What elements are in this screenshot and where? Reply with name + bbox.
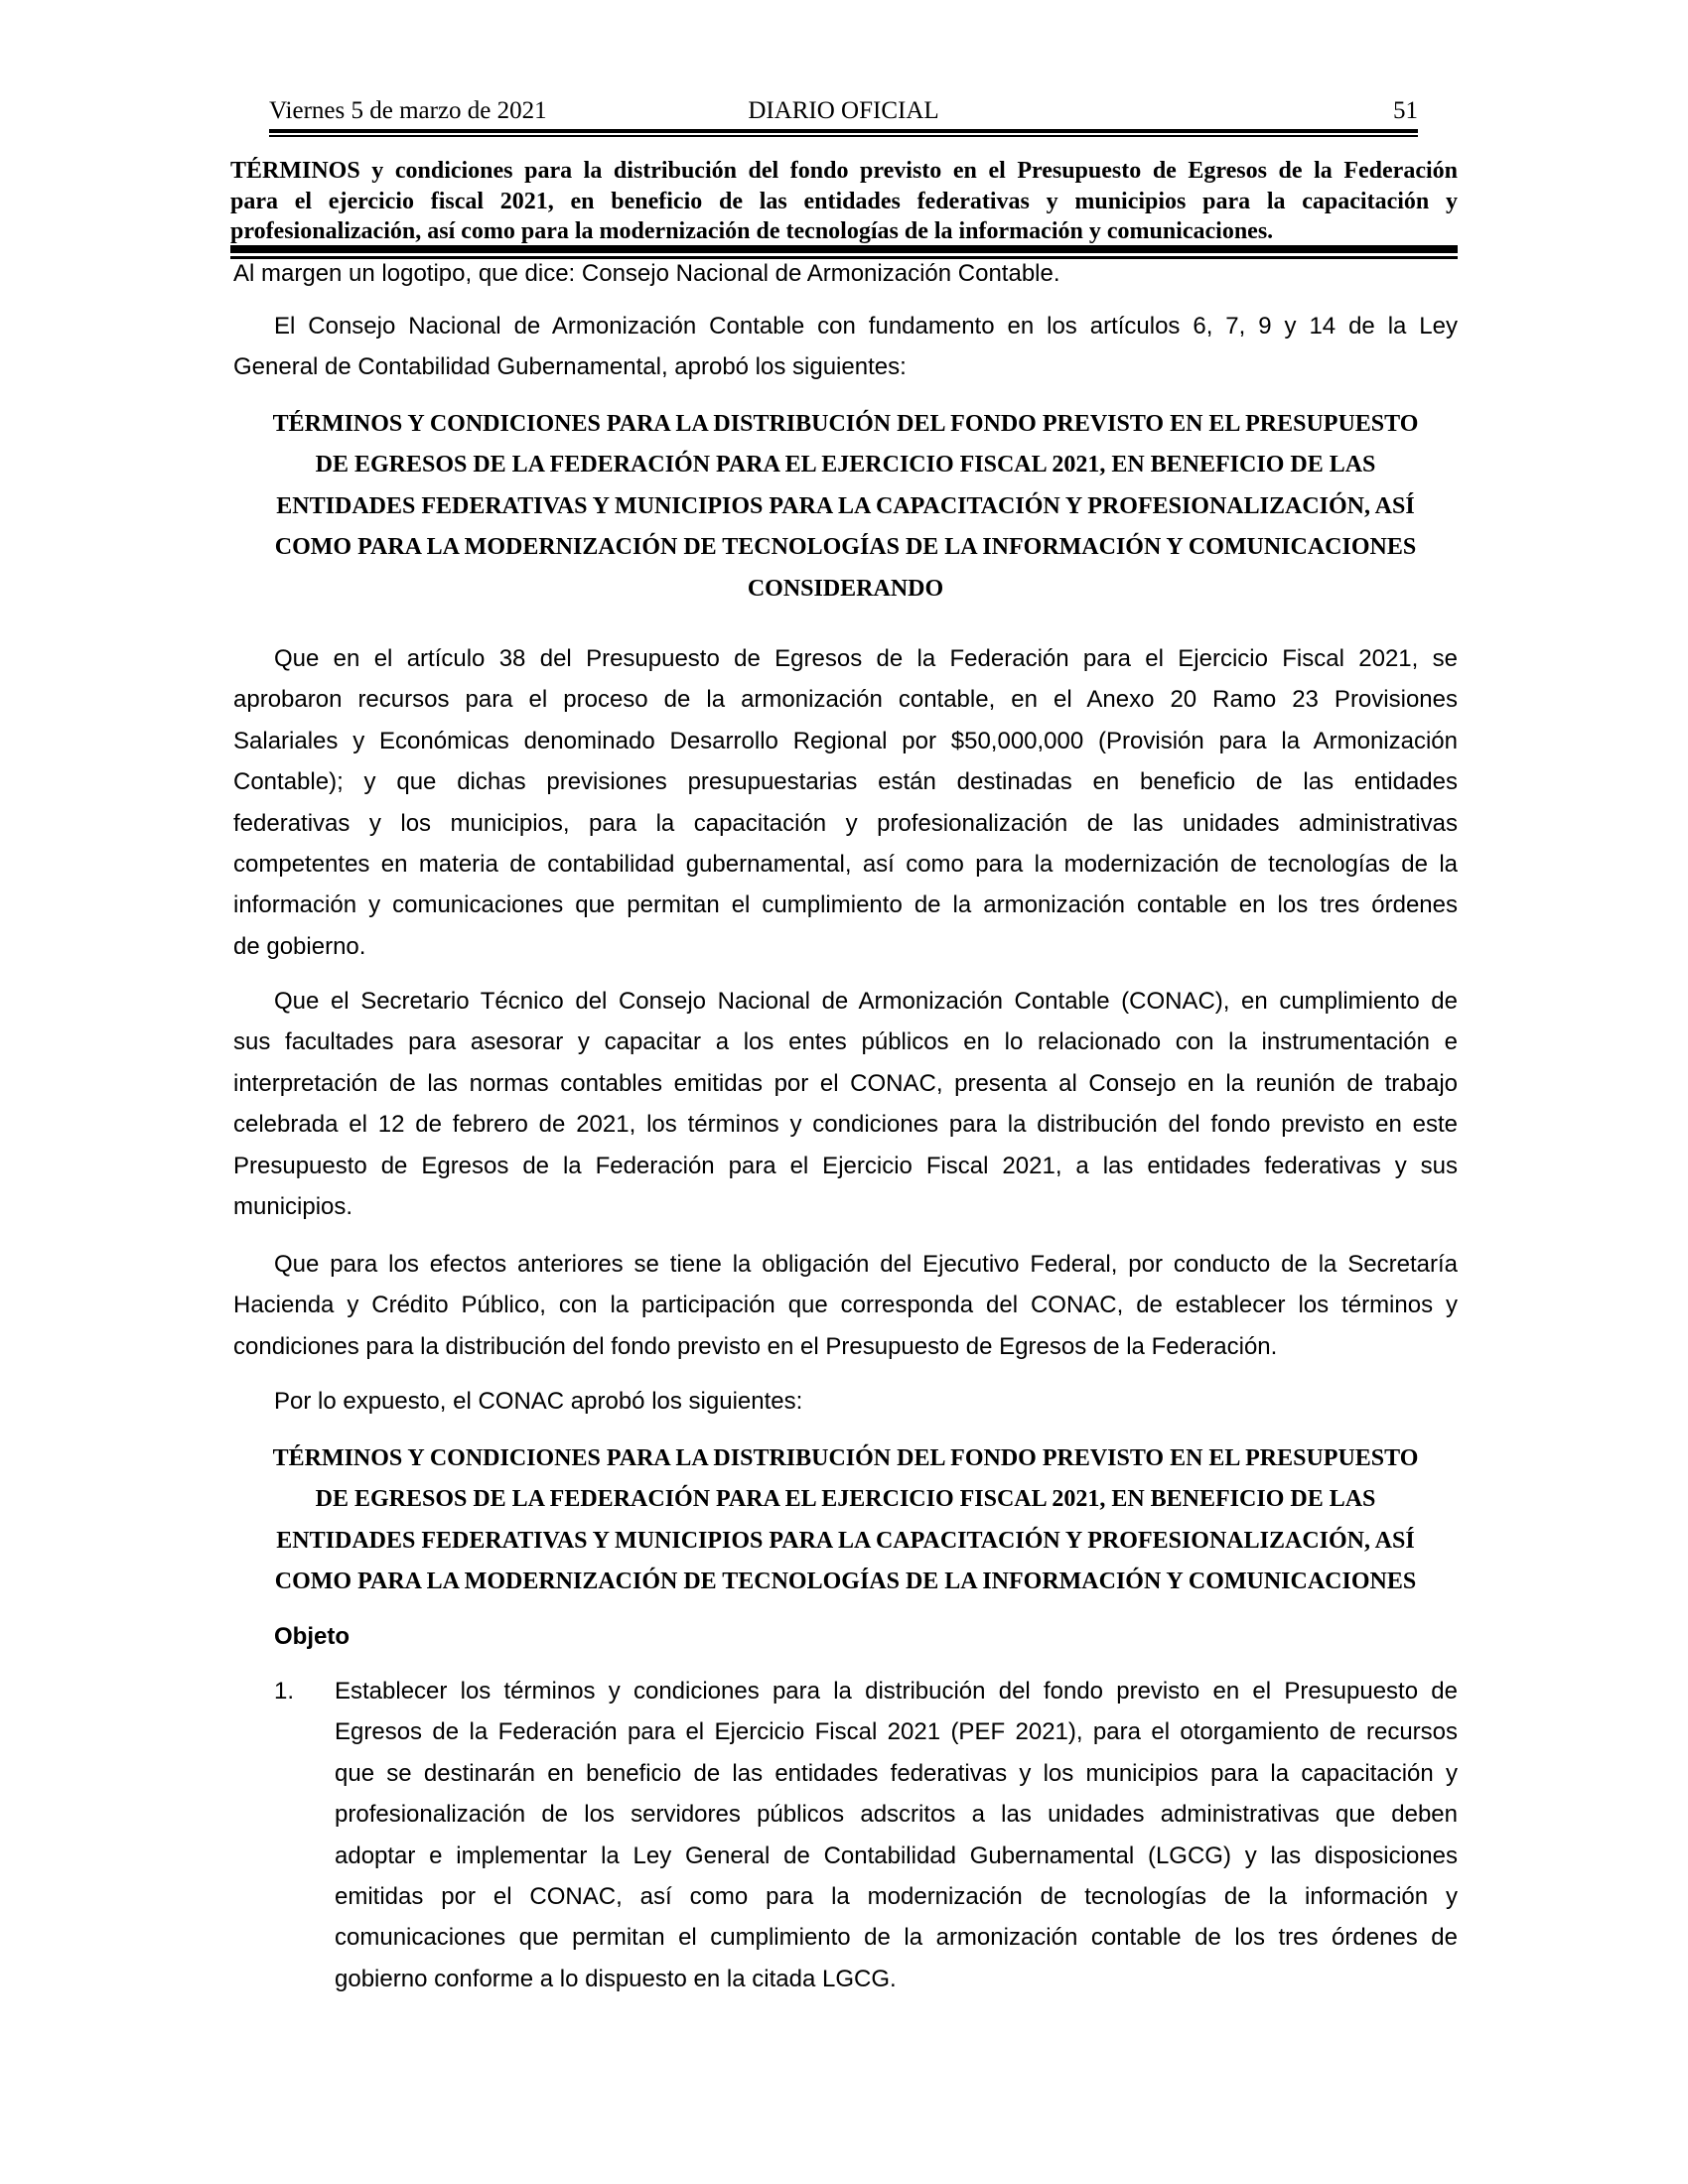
paragraph-secretario-tecnico (233, 981, 1458, 1227)
paragraph-line: Que en el artículo 38 del Presupuesto de Egresos de la Federación para el Ejercicio Fiscal 2021, se (274, 645, 1458, 672)
paragraph-line: federativas y los municipios, para la capacitación y profesionalización de las unidades administrativas (233, 809, 1458, 837)
paragraph-line: municipios. (233, 1193, 353, 1221)
paragraph-line: Por lo expuesto, el CONAC aprobó los siguientes: (274, 1388, 803, 1415)
paragraph-por-lo-expuesto (233, 1381, 1458, 1422)
heading-line: TÉRMINOS Y CONDICIONES PARA LA DISTRIBUCIÓN DEL FONDO PREVISTO EN EL PRESUPUESTO (272, 1445, 1419, 1471)
list-item-line: Egresos de la Federación para el Ejercicio Fiscal 2021 (PEF 2021), para el otorgamiento de recursos (335, 1718, 1458, 1746)
paragraph-line: competentes en materia de contabilidad gubernamental, así como para la modernización de tecnologías de la (233, 851, 1458, 879)
list-item-number: 1. (274, 1678, 295, 1705)
heading-line: DE EGRESOS DE LA FEDERACIÓN PARA EL EJERCICIO FISCAL 2021, EN BENEFICIO DE LAS (315, 1486, 1376, 1513)
paragraph-efectos-anteriores (233, 1244, 1458, 1367)
paragraph-line: aprobaron recursos para el proceso de la armonización contable, en el Anexo 20 Ramo 23 Provisiones (233, 686, 1458, 714)
list-item-line: profesionalización de los servidores públicos adscritos a las unidades administrativas que deben (335, 1801, 1458, 1829)
paragraph-line: Que para los efectos anteriores se tiene la obligación del Ejecutivo Federal, por conducto de la Secretaría (274, 1251, 1458, 1278)
paragraph-articulo-38 (233, 638, 1458, 967)
paragraph-line: Que el Secretario Técnico del Consejo Nacional de Armonización Contable (CONAC), en cumplimiento de (274, 988, 1458, 1015)
subheading-objeto: Objeto (274, 1623, 350, 1650)
heading-line: ENTIDADES FEDERATIVAS Y MUNICIPIOS PARA LA CAPACITACIÓN Y PROFESIONALIZACIÓN, ASÍ (276, 1527, 1415, 1554)
list-item-line: Establecer los términos y condiciones para la distribución del fondo previsto en el Presupuesto de (335, 1678, 1458, 1705)
header-rule-thin (269, 135, 1418, 137)
list-item-line: gobierno conforme a lo dispuesto en la citada LGCG. (335, 1965, 897, 1992)
heading-line: ENTIDADES FEDERATIVAS Y MUNICIPIOS PARA LA CAPACITACIÓN Y PROFESIONALIZACIÓN, ASÍ (276, 492, 1415, 519)
section-heading-terminos-2 (233, 1438, 1458, 1603)
header-rule-thick (269, 129, 1418, 133)
heading-line: TÉRMINOS Y CONDICIONES PARA LA DISTRIBUCIÓN DEL FONDO PREVISTO EN EL PRESUPUESTO (272, 411, 1419, 437)
paragraph-line: Hacienda y Crédito Público, con la participación que corresponda del CONAC, de establecer los términos y (233, 1292, 1458, 1319)
title-rule-thick (230, 245, 1458, 253)
paragraph-line: Contable); y que dichas previsiones presupuestarias están destinadas en beneficio de las entidades (233, 768, 1458, 796)
running-header (269, 95, 1418, 127)
list-item-line: emitidas por el CONAC, así como para la modernización de tecnologías de la información y (335, 1883, 1458, 1911)
heading-line: DE EGRESOS DE LA FEDERACIÓN PARA EL EJERCICIO FISCAL 2021, EN BENEFICIO DE LAS (315, 452, 1376, 478)
paragraph-line: condiciones para la distribución del fondo previsto en el Presupuesto de Egresos de la Federación. (233, 1332, 1278, 1360)
document-title (230, 156, 1458, 247)
paragraph-line: El Consejo Nacional de Armonización Contable con fundamento en los artículos 6, 7, 9 y 14 de la Ley (274, 313, 1458, 340)
paragraph-line: información y comunicaciones que permitan el cumplimiento de la armonización contable en los tres órdenes (233, 891, 1458, 919)
paragraph-line: interpretación de las normas contables emitidas por el CONAC, presenta al Consejo en la reunión de trabajo (233, 1069, 1458, 1097)
title-line: TÉRMINOS y condiciones para la distribución del fondo previsto en el Presupuesto de Egresos de la Federación (230, 158, 1458, 184)
header-publication: DIARIO OFICIAL (748, 97, 939, 124)
paragraph-line: sus facultades para asesorar y capacitar a los entes públicos en lo relacionado con la instrumentación e (233, 1028, 1458, 1056)
header-page-number: 51 (1393, 97, 1418, 124)
title-line: para el ejercicio fiscal 2021, en beneficio de las entidades federativas y municipios para la capacitación y (230, 188, 1458, 214)
paragraph-line: Salariales y Económicas denominado Desarrollo Regional por $50,000,000 (Provisión para la Armonización (233, 727, 1458, 754)
title-line: profesionalización, así como para la modernización de tecnologías de la información y comunicaciones. (230, 218, 1274, 244)
heading-considerando: CONSIDERANDO (747, 576, 944, 602)
list-item-line: adoptar e implementar la Ley General de Contabilidad Gubernamental (LGCG) y las disposiciones (335, 1842, 1458, 1869)
paragraph-line: Presupuesto de Egresos de la Federación para el Ejercicio Fiscal 2021, a las entidades federativas y sus (233, 1152, 1458, 1179)
paragraph-fundamento (233, 306, 1458, 388)
list-item-line: comunicaciones que permitan el cumplimiento de la armonización contable de los tres órdenes de (335, 1924, 1458, 1952)
paragraph-line: celebrada el 12 de febrero de 2021, los términos y condiciones para la distribución del fondo previsto en este (233, 1111, 1458, 1139)
paragraph-line: General de Contabilidad Gubernamental, aprobó los siguientes: (233, 353, 907, 381)
section-heading-terminos (233, 404, 1458, 569)
heading-line: COMO PARA LA MODERNIZACIÓN DE TECNOLOGÍAS DE LA INFORMACIÓN Y COMUNICACIONES (274, 534, 1417, 561)
list-item (335, 1671, 1458, 1999)
margin-note: Al margen un logotipo, que dice: Consejo Nacional de Armonización Contable. (233, 260, 1060, 287)
heading-line: COMO PARA LA MODERNIZACIÓN DE TECNOLOGÍAS DE LA INFORMACIÓN Y COMUNICACIONES (274, 1569, 1417, 1595)
paragraph-line: de gobierno. (233, 932, 366, 960)
list-item-line: que se destinarán en beneficio de las entidades federativas y los municipios para la capacitación y (335, 1759, 1458, 1787)
header-date: Viernes 5 de marzo de 2021 (269, 97, 547, 124)
